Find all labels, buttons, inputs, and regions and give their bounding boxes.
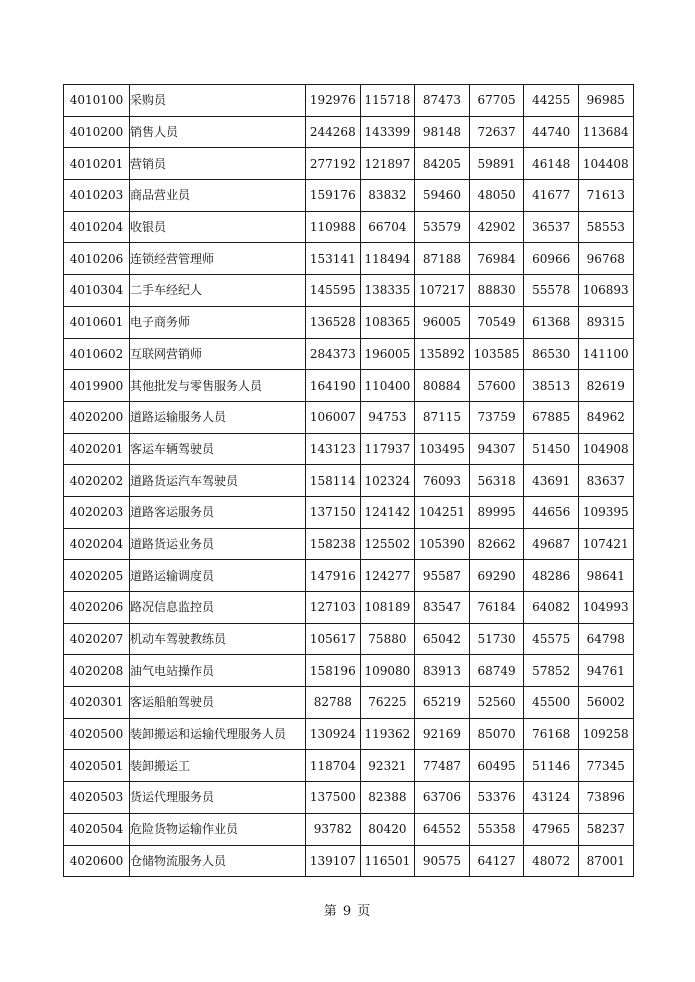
salary-value-cell: 147916	[306, 560, 361, 592]
salary-value-cell: 64798	[578, 623, 633, 655]
salary-value-cell: 137500	[306, 782, 361, 814]
salary-value-cell: 68749	[469, 655, 524, 687]
occupation-name-cell: 采购员	[130, 85, 306, 117]
salary-value-cell: 64082	[524, 592, 579, 624]
salary-value-cell: 164190	[306, 370, 361, 402]
occupation-name-cell: 客运船舶驾驶员	[130, 687, 306, 719]
salary-value-cell: 137150	[306, 496, 361, 528]
salary-value-cell: 51146	[524, 750, 579, 782]
occupation-name-cell: 机动车驾驶教练员	[130, 623, 306, 655]
salary-value-cell: 116501	[360, 845, 415, 877]
salary-value-cell: 94761	[578, 655, 633, 687]
salary-value-cell: 98148	[415, 116, 470, 148]
occupation-code-cell: 4010100	[64, 85, 130, 117]
occupation-name-cell: 连锁经营管理师	[130, 243, 306, 275]
table-row	[64, 148, 634, 180]
occupation-name-cell: 路况信息监控员	[130, 592, 306, 624]
salary-value-cell: 109395	[578, 496, 633, 528]
occupation-name-cell: 仓储物流服务人员	[130, 845, 306, 877]
salary-value-cell: 64552	[415, 813, 470, 845]
table-row	[64, 85, 634, 117]
salary-value-cell: 119362	[360, 718, 415, 750]
salary-value-cell: 44255	[524, 85, 579, 117]
salary-value-cell: 48050	[469, 180, 524, 212]
salary-value-cell: 83832	[360, 180, 415, 212]
occupation-name-cell: 道路运输服务人员	[130, 401, 306, 433]
occupation-code-cell: 4020200	[64, 401, 130, 433]
table-row	[64, 845, 634, 877]
occupation-code-cell: 4020202	[64, 465, 130, 497]
occupation-code-cell: 4020504	[64, 813, 130, 845]
occupation-name-cell: 装卸搬运工	[130, 750, 306, 782]
occupation-code-cell: 4010206	[64, 243, 130, 275]
salary-value-cell: 82388	[360, 782, 415, 814]
salary-value-cell: 58553	[578, 211, 633, 243]
salary-value-cell: 104908	[578, 433, 633, 465]
salary-value-cell: 158196	[306, 655, 361, 687]
salary-value-cell: 102324	[360, 465, 415, 497]
salary-value-cell: 158238	[306, 528, 361, 560]
table-row	[64, 528, 634, 560]
occupation-code-cell: 4020203	[64, 496, 130, 528]
salary-value-cell: 87001	[578, 845, 633, 877]
salary-value-cell: 83913	[415, 655, 470, 687]
occupation-code-cell: 4010304	[64, 275, 130, 307]
table-row	[64, 592, 634, 624]
salary-value-cell: 87115	[415, 401, 470, 433]
salary-value-cell: 94753	[360, 401, 415, 433]
table-row	[64, 782, 634, 814]
table-row	[64, 211, 634, 243]
salary-value-cell: 106007	[306, 401, 361, 433]
salary-value-cell: 244268	[306, 116, 361, 148]
salary-value-cell: 77345	[578, 750, 633, 782]
salary-value-cell: 70549	[469, 306, 524, 338]
salary-value-cell: 52560	[469, 687, 524, 719]
salary-value-cell: 82788	[306, 687, 361, 719]
salary-value-cell: 41677	[524, 180, 579, 212]
salary-value-cell: 127103	[306, 592, 361, 624]
salary-value-cell: 89995	[469, 496, 524, 528]
table-row	[64, 496, 634, 528]
salary-value-cell: 58237	[578, 813, 633, 845]
table-row	[64, 180, 634, 212]
occupation-code-cell: 4019900	[64, 370, 130, 402]
salary-value-cell: 53579	[415, 211, 470, 243]
occupation-name-cell: 道路运输调度员	[130, 560, 306, 592]
salary-value-cell: 86530	[524, 338, 579, 370]
salary-value-cell: 93782	[306, 813, 361, 845]
occupation-code-cell: 4010201	[64, 148, 130, 180]
salary-value-cell: 158114	[306, 465, 361, 497]
occupation-name-cell: 道路客运服务员	[130, 496, 306, 528]
salary-value-cell: 92321	[360, 750, 415, 782]
salary-value-cell: 88830	[469, 275, 524, 307]
salary-value-cell: 59460	[415, 180, 470, 212]
table-row	[64, 623, 634, 655]
occupation-name-cell: 营销员	[130, 148, 306, 180]
occupation-code-cell: 4020500	[64, 718, 130, 750]
occupation-code-cell: 4020201	[64, 433, 130, 465]
occupation-name-cell: 道路货运业务员	[130, 528, 306, 560]
salary-value-cell: 196005	[360, 338, 415, 370]
salary-value-cell: 80420	[360, 813, 415, 845]
salary-value-cell: 60966	[524, 243, 579, 275]
table-row	[64, 433, 634, 465]
salary-value-cell: 108365	[360, 306, 415, 338]
table-row	[64, 718, 634, 750]
salary-value-cell: 65042	[415, 623, 470, 655]
salary-value-cell: 130924	[306, 718, 361, 750]
salary-value-cell: 57852	[524, 655, 579, 687]
salary-value-cell: 72637	[469, 116, 524, 148]
salary-value-cell: 42902	[469, 211, 524, 243]
salary-value-cell: 153141	[306, 243, 361, 275]
table-row	[64, 243, 634, 275]
occupation-code-cell: 4020501	[64, 750, 130, 782]
occupation-name-cell: 商品营业员	[130, 180, 306, 212]
salary-value-cell: 103495	[415, 433, 470, 465]
salary-value-cell: 76093	[415, 465, 470, 497]
salary-value-cell: 138335	[360, 275, 415, 307]
salary-value-cell: 89315	[578, 306, 633, 338]
salary-value-cell: 57600	[469, 370, 524, 402]
salary-value-cell: 83637	[578, 465, 633, 497]
salary-value-cell: 104251	[415, 496, 470, 528]
salary-value-cell: 43691	[524, 465, 579, 497]
salary-value-cell: 45500	[524, 687, 579, 719]
salary-value-cell: 69290	[469, 560, 524, 592]
salary-value-cell: 51450	[524, 433, 579, 465]
salary-value-cell: 115718	[360, 85, 415, 117]
salary-value-cell: 84205	[415, 148, 470, 180]
table-row	[64, 465, 634, 497]
occupation-name-cell: 装卸搬运和运输代理服务人员	[130, 718, 306, 750]
table-row	[64, 116, 634, 148]
salary-value-cell: 51730	[469, 623, 524, 655]
salary-value-cell: 76184	[469, 592, 524, 624]
salary-value-cell: 284373	[306, 338, 361, 370]
occupation-name-cell: 电子商务师	[130, 306, 306, 338]
salary-value-cell: 55358	[469, 813, 524, 845]
occupation-name-cell: 互联网营销师	[130, 338, 306, 370]
occupation-code-cell: 4020207	[64, 623, 130, 655]
salary-value-cell: 43124	[524, 782, 579, 814]
salary-value-cell: 63706	[415, 782, 470, 814]
salary-value-cell: 53376	[469, 782, 524, 814]
salary-value-cell: 106893	[578, 275, 633, 307]
salary-value-cell: 84962	[578, 401, 633, 433]
table-row	[64, 655, 634, 687]
salary-value-cell: 90575	[415, 845, 470, 877]
salary-value-cell: 67885	[524, 401, 579, 433]
salary-value-cell: 107421	[578, 528, 633, 560]
salary-value-cell: 65219	[415, 687, 470, 719]
salary-value-cell: 92169	[415, 718, 470, 750]
salary-value-cell: 80884	[415, 370, 470, 402]
occupation-code-cell: 4020301	[64, 687, 130, 719]
salary-value-cell: 55578	[524, 275, 579, 307]
salary-value-cell: 48286	[524, 560, 579, 592]
salary-value-cell: 108189	[360, 592, 415, 624]
salary-value-cell: 110988	[306, 211, 361, 243]
occupation-code-cell: 4020600	[64, 845, 130, 877]
salary-value-cell: 82619	[578, 370, 633, 402]
salary-value-cell: 98641	[578, 560, 633, 592]
salary-value-cell: 141100	[578, 338, 633, 370]
salary-value-cell: 61368	[524, 306, 579, 338]
occupation-name-cell: 销售人员	[130, 116, 306, 148]
occupation-code-cell: 4010601	[64, 306, 130, 338]
salary-value-cell: 103585	[469, 338, 524, 370]
salary-value-cell: 135892	[415, 338, 470, 370]
salary-value-cell: 75880	[360, 623, 415, 655]
salary-value-cell: 56318	[469, 465, 524, 497]
salary-value-cell: 67705	[469, 85, 524, 117]
salary-value-cell: 124142	[360, 496, 415, 528]
salary-value-cell: 48072	[524, 845, 579, 877]
salary-value-cell: 95587	[415, 560, 470, 592]
salary-value-cell: 159176	[306, 180, 361, 212]
table-row	[64, 338, 634, 370]
occupation-code-cell: 4010204	[64, 211, 130, 243]
occupation-code-cell: 4020206	[64, 592, 130, 624]
occupation-code-cell: 4010203	[64, 180, 130, 212]
salary-value-cell: 94307	[469, 433, 524, 465]
salary-value-cell: 77487	[415, 750, 470, 782]
occupation-code-cell: 4020208	[64, 655, 130, 687]
salary-value-cell: 117937	[360, 433, 415, 465]
table-row	[64, 750, 634, 782]
salary-value-cell: 87473	[415, 85, 470, 117]
table-row	[64, 306, 634, 338]
salary-value-cell: 64127	[469, 845, 524, 877]
occupation-name-cell: 道路货运汽车驾驶员	[130, 465, 306, 497]
occupation-code-cell: 4020204	[64, 528, 130, 560]
salary-value-cell: 36537	[524, 211, 579, 243]
salary-value-cell: 73896	[578, 782, 633, 814]
occupation-name-cell: 客运车辆驾驶员	[130, 433, 306, 465]
salary-value-cell: 71613	[578, 180, 633, 212]
salary-value-cell: 96985	[578, 85, 633, 117]
salary-value-cell: 66704	[360, 211, 415, 243]
salary-value-cell: 277192	[306, 148, 361, 180]
salary-value-cell: 109080	[360, 655, 415, 687]
salary-value-cell: 47965	[524, 813, 579, 845]
salary-value-cell: 96768	[578, 243, 633, 275]
occupation-code-cell: 4020205	[64, 560, 130, 592]
salary-value-cell: 44740	[524, 116, 579, 148]
salary-value-cell: 192976	[306, 85, 361, 117]
salary-value-cell: 76225	[360, 687, 415, 719]
table-row	[64, 560, 634, 592]
salary-value-cell: 76984	[469, 243, 524, 275]
salary-value-cell: 60495	[469, 750, 524, 782]
occupation-name-cell: 收银员	[130, 211, 306, 243]
table-row	[64, 687, 634, 719]
salary-value-cell: 145595	[306, 275, 361, 307]
salary-value-cell: 59891	[469, 148, 524, 180]
salary-value-cell: 104408	[578, 148, 633, 180]
page-footer: 第 9 页	[323, 904, 372, 919]
salary-value-cell: 56002	[578, 687, 633, 719]
salary-value-cell: 118704	[306, 750, 361, 782]
salary-value-cell: 44656	[524, 496, 579, 528]
salary-value-cell: 82662	[469, 528, 524, 560]
salary-value-cell: 136528	[306, 306, 361, 338]
salary-value-cell: 38513	[524, 370, 579, 402]
salary-value-cell: 73759	[469, 401, 524, 433]
occupation-name-cell: 二手车经纪人	[130, 275, 306, 307]
salary-value-cell: 49687	[524, 528, 579, 560]
occupation-code-cell: 4010200	[64, 116, 130, 148]
occupation-name-cell: 危险货物运输作业员	[130, 813, 306, 845]
salary-value-cell: 110400	[360, 370, 415, 402]
salary-value-cell: 113684	[578, 116, 633, 148]
occupation-salary-table	[63, 84, 634, 877]
occupation-code-cell: 4010602	[64, 338, 130, 370]
salary-value-cell: 118494	[360, 243, 415, 275]
salary-value-cell: 45575	[524, 623, 579, 655]
salary-value-cell: 85070	[469, 718, 524, 750]
occupation-name-cell: 货运代理服务员	[130, 782, 306, 814]
salary-value-cell: 104993	[578, 592, 633, 624]
salary-value-cell: 124277	[360, 560, 415, 592]
salary-value-cell: 121897	[360, 148, 415, 180]
table-row	[64, 275, 634, 307]
salary-value-cell: 76168	[524, 718, 579, 750]
salary-value-cell: 96005	[415, 306, 470, 338]
salary-value-cell: 46148	[524, 148, 579, 180]
table-row	[64, 401, 634, 433]
table-row	[64, 813, 634, 845]
salary-value-cell: 105390	[415, 528, 470, 560]
occupation-code-cell: 4020503	[64, 782, 130, 814]
occupation-name-cell: 其他批发与零售服务人员	[130, 370, 306, 402]
table-row	[64, 370, 634, 402]
salary-value-cell: 139107	[306, 845, 361, 877]
salary-value-cell: 87188	[415, 243, 470, 275]
salary-value-cell: 107217	[415, 275, 470, 307]
salary-value-cell: 125502	[360, 528, 415, 560]
occupation-name-cell: 油气电站操作员	[130, 655, 306, 687]
table-body	[64, 85, 634, 877]
salary-value-cell: 143123	[306, 433, 361, 465]
salary-value-cell: 109258	[578, 718, 633, 750]
salary-value-cell: 105617	[306, 623, 361, 655]
salary-value-cell: 83547	[415, 592, 470, 624]
salary-value-cell: 143399	[360, 116, 415, 148]
